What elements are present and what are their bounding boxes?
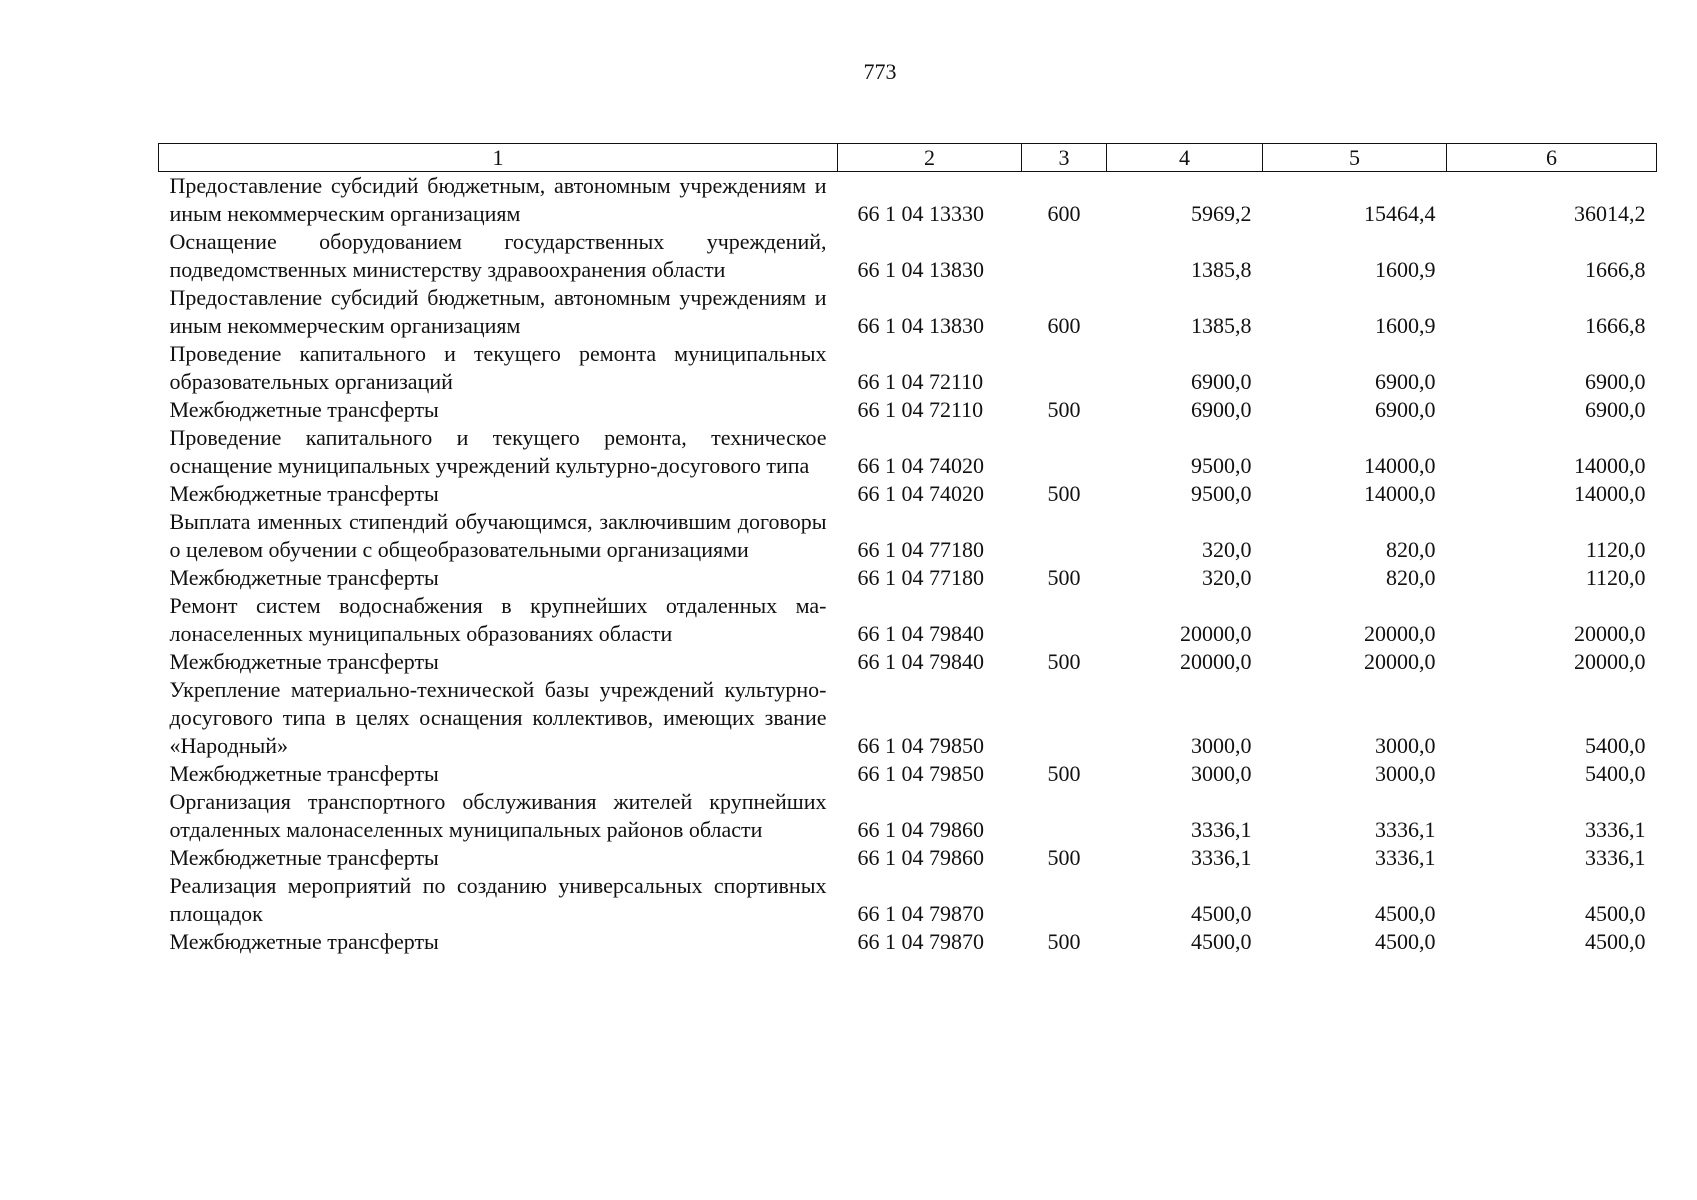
table-row bbox=[159, 788, 1657, 844]
row-value-col6: 1120,0 bbox=[1585, 565, 1646, 590]
row-value-col5: 3336,1 bbox=[1375, 817, 1436, 842]
row-value-col4: 3000,0 bbox=[1191, 733, 1252, 758]
row-value-col6: 20000,0 bbox=[1574, 621, 1646, 646]
table-body bbox=[159, 172, 1657, 957]
row-expense-type bbox=[1022, 508, 1107, 564]
row-expense-type: 500 bbox=[1047, 565, 1081, 590]
budget-table bbox=[158, 143, 1657, 956]
row-name: Межбюджетные трансферты bbox=[169, 845, 439, 870]
row-value-col5: 1600,9 bbox=[1375, 257, 1436, 282]
row-code: 66 1 04 79860 bbox=[857, 845, 984, 870]
row-name: Межбюджетные трансферты bbox=[169, 481, 439, 506]
row-expense-type bbox=[1022, 592, 1107, 648]
row-value-col4: 5969,2 bbox=[1191, 201, 1252, 226]
row-name: Реализация мероприятий по созданию универсальных спортивных площадок bbox=[169, 873, 827, 926]
row-value-col5: 4500,0 bbox=[1375, 929, 1436, 954]
row-code: 66 1 04 79850 bbox=[857, 761, 984, 786]
row-expense-type bbox=[1022, 788, 1107, 844]
row-code: 66 1 04 74020 bbox=[857, 481, 984, 506]
table-row bbox=[159, 676, 1657, 760]
row-value-col6: 3336,1 bbox=[1585, 845, 1646, 870]
row-expense-type: 500 bbox=[1047, 761, 1081, 786]
column-header-3: 3 bbox=[1022, 144, 1107, 172]
column-header-1: 1 bbox=[159, 144, 838, 172]
row-expense-type bbox=[1022, 676, 1107, 760]
row-value-col5: 3000,0 bbox=[1375, 733, 1436, 758]
row-value-col6: 6900,0 bbox=[1585, 369, 1646, 394]
row-value-col6: 4500,0 bbox=[1585, 901, 1646, 926]
row-name: Межбюджетные трансферты bbox=[169, 649, 439, 674]
table-row bbox=[159, 592, 1657, 648]
row-value-col6: 5400,0 bbox=[1585, 761, 1646, 786]
row-code: 66 1 04 72110 bbox=[857, 369, 984, 394]
row-value-col5: 6900,0 bbox=[1375, 397, 1436, 422]
column-header-6: 6 bbox=[1447, 144, 1657, 172]
row-code: 66 1 04 79840 bbox=[857, 621, 984, 646]
row-expense-type: 500 bbox=[1047, 397, 1081, 422]
row-value-col4: 1385,8 bbox=[1191, 313, 1252, 338]
row-expense-type bbox=[1022, 228, 1107, 284]
table-row bbox=[159, 872, 1657, 928]
row-name: Оснащение оборудованием государственных учреждений, подведомственных министерству здравоохранения области bbox=[169, 229, 827, 282]
table-row bbox=[159, 480, 1657, 508]
row-value-col6: 1120,0 bbox=[1585, 537, 1646, 562]
row-expense-type bbox=[1022, 424, 1107, 480]
row-code: 66 1 04 79870 bbox=[857, 929, 984, 954]
row-name: Ремонт систем водоснабжения в крупнейших отдаленных малонаселенных муниципальных образованиях области bbox=[169, 593, 827, 646]
row-value-col6: 1666,8 bbox=[1585, 257, 1646, 282]
row-name: Межбюджетные трансферты bbox=[169, 565, 439, 590]
row-expense-type: 600 bbox=[1047, 201, 1081, 226]
row-value-col6: 14000,0 bbox=[1574, 453, 1646, 478]
table-row bbox=[159, 648, 1657, 676]
row-value-col4: 20000,0 bbox=[1180, 621, 1252, 646]
row-name: Предоставление субсидий бюджетным, автономным учреждениям и иным некоммерческим организациям bbox=[169, 173, 827, 226]
row-code: 66 1 04 77180 bbox=[857, 537, 984, 562]
row-value-col6: 6900,0 bbox=[1585, 397, 1646, 422]
table-row bbox=[159, 928, 1657, 956]
row-value-col4: 9500,0 bbox=[1191, 481, 1252, 506]
table-row bbox=[159, 844, 1657, 872]
row-value-col5: 820,0 bbox=[1386, 537, 1436, 562]
row-value-col4: 1385,8 bbox=[1191, 257, 1252, 282]
row-code: 66 1 04 74020 bbox=[857, 453, 984, 478]
row-code: 66 1 04 13830 bbox=[857, 257, 984, 282]
row-value-col4: 20000,0 bbox=[1180, 649, 1252, 674]
row-value-col5: 15464,4 bbox=[1364, 201, 1436, 226]
row-expense-type: 500 bbox=[1047, 845, 1081, 870]
row-name: Проведение капитального и текущего ремонта, техническое оснащение муниципальных учреждений культурно-досугового типа bbox=[169, 425, 827, 478]
row-code: 66 1 04 79850 bbox=[857, 733, 984, 758]
row-code: 66 1 04 79840 bbox=[857, 649, 984, 674]
row-value-col6: 4500,0 bbox=[1585, 929, 1646, 954]
table-row bbox=[159, 340, 1657, 396]
table-row bbox=[159, 508, 1657, 564]
table-row bbox=[159, 760, 1657, 788]
row-value-col4: 3336,1 bbox=[1191, 845, 1252, 870]
row-value-col4: 9500,0 bbox=[1191, 453, 1252, 478]
table-row bbox=[159, 228, 1657, 284]
row-value-col4: 320,0 bbox=[1202, 537, 1252, 562]
row-value-col4: 6900,0 bbox=[1191, 397, 1252, 422]
row-value-col4: 4500,0 bbox=[1191, 901, 1252, 926]
row-name: Межбюджетные трансферты bbox=[169, 929, 439, 954]
row-value-col6: 5400,0 bbox=[1585, 733, 1646, 758]
column-header-2: 2 bbox=[838, 144, 1022, 172]
row-value-col5: 14000,0 bbox=[1364, 481, 1436, 506]
row-code: 66 1 04 13330 bbox=[857, 201, 984, 226]
row-value-col5: 14000,0 bbox=[1364, 453, 1436, 478]
row-name: Межбюджетные трансферты bbox=[169, 761, 439, 786]
row-expense-type bbox=[1022, 872, 1107, 928]
row-expense-type bbox=[1022, 340, 1107, 396]
row-value-col6: 3336,1 bbox=[1585, 817, 1646, 842]
row-value-col5: 3336,1 bbox=[1375, 845, 1436, 870]
row-value-col5: 3000,0 bbox=[1375, 761, 1436, 786]
row-value-col5: 1600,9 bbox=[1375, 313, 1436, 338]
row-name: Организация транспортного обслуживания жителей крупнейших отдаленных малонаселенных муниципальных районов области bbox=[169, 789, 827, 842]
row-value-col5: 820,0 bbox=[1386, 565, 1436, 590]
row-expense-type: 500 bbox=[1047, 929, 1081, 954]
row-name: Выплата именных стипендий обучающимся, заключившим договоры о целевом обучении с общеобразовательными организациями bbox=[169, 509, 827, 562]
table-row bbox=[159, 172, 1657, 229]
row-value-col6: 36014,2 bbox=[1574, 201, 1646, 226]
row-value-col5: 20000,0 bbox=[1364, 621, 1436, 646]
row-value-col4: 3336,1 bbox=[1191, 817, 1252, 842]
row-value-col6: 14000,0 bbox=[1574, 481, 1646, 506]
row-code: 66 1 04 79870 bbox=[857, 901, 984, 926]
row-value-col4: 320,0 bbox=[1202, 565, 1252, 590]
row-name: Укрепление материально-технической базы учреждений культурно-досугового типа в целях оснащения коллективов, имеющих звание «Народный» bbox=[169, 677, 827, 758]
row-expense-type: 500 bbox=[1047, 481, 1081, 506]
row-value-col5: 4500,0 bbox=[1375, 901, 1436, 926]
table-row bbox=[159, 396, 1657, 424]
column-header-4: 4 bbox=[1107, 144, 1263, 172]
table-row bbox=[159, 424, 1657, 480]
page-number: 773 bbox=[863, 59, 897, 84]
row-expense-type: 500 bbox=[1047, 649, 1081, 674]
row-value-col4: 3000,0 bbox=[1191, 761, 1252, 786]
row-code: 66 1 04 13830 bbox=[857, 313, 984, 338]
row-code: 66 1 04 77180 bbox=[857, 565, 984, 590]
header-row bbox=[159, 144, 1657, 172]
row-value-col4: 6900,0 bbox=[1191, 369, 1252, 394]
row-expense-type: 600 bbox=[1047, 313, 1081, 338]
column-header-5: 5 bbox=[1263, 144, 1447, 172]
row-name: Межбюджетные трансферты bbox=[169, 397, 439, 422]
row-name: Предоставление субсидий бюджетным, автономным учреждениям и иным некоммерческим организациям bbox=[169, 285, 827, 338]
row-name: Проведение капитального и текущего ремонта муниципальных образовательных организаций bbox=[169, 341, 827, 394]
table-header bbox=[159, 144, 1657, 172]
row-value-col4: 4500,0 bbox=[1191, 929, 1252, 954]
row-code: 66 1 04 72110 bbox=[857, 397, 984, 422]
row-value-col5: 20000,0 bbox=[1364, 649, 1436, 674]
table-row bbox=[159, 564, 1657, 592]
row-value-col5: 6900,0 bbox=[1375, 369, 1436, 394]
row-value-col6: 20000,0 bbox=[1574, 649, 1646, 674]
row-code: 66 1 04 79860 bbox=[857, 817, 984, 842]
table-row bbox=[159, 284, 1657, 340]
row-value-col6: 1666,8 bbox=[1585, 313, 1646, 338]
